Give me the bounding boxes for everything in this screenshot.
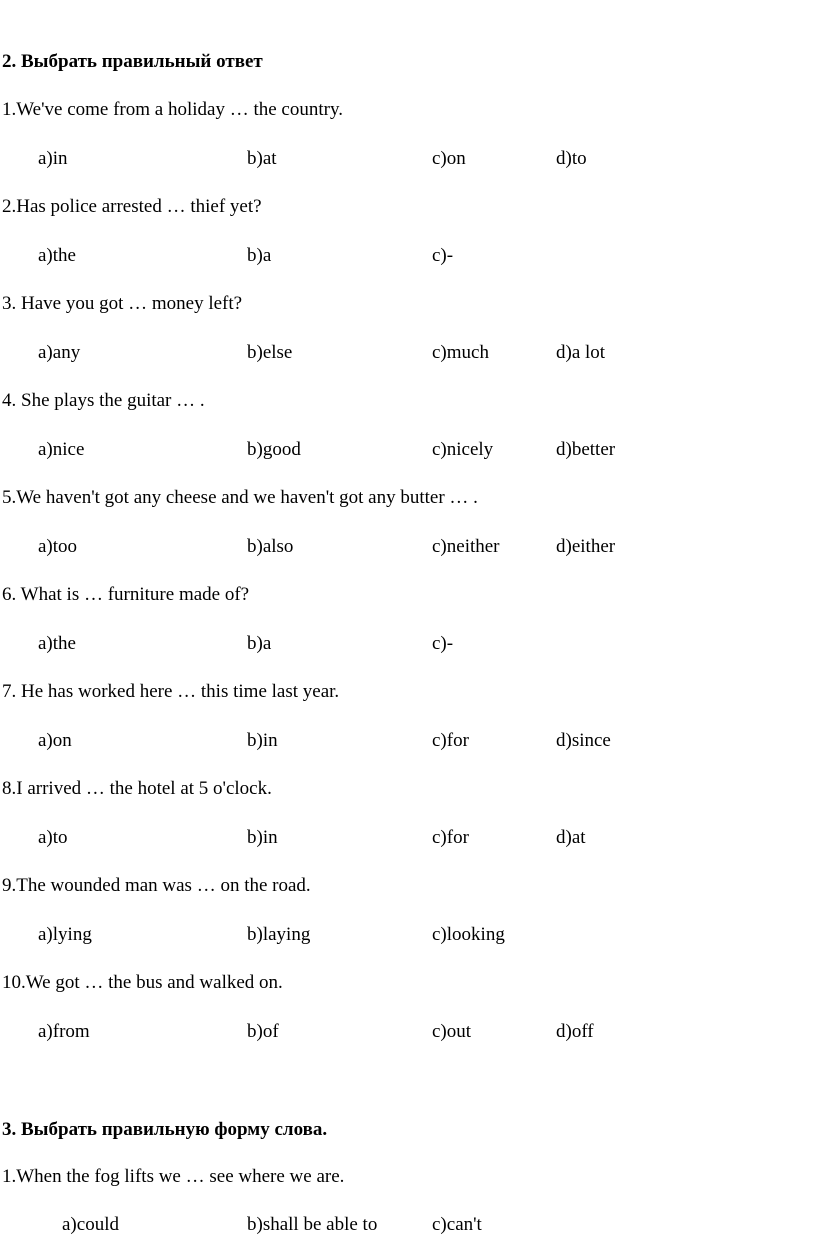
answer-options-4: [0, 439, 816, 463]
section-2-heading: 2. Выбрать правильный ответ: [2, 51, 263, 72]
option-b: b)else: [247, 342, 293, 363]
option-c: c)neither: [432, 536, 500, 557]
option-a: a)lying: [38, 924, 92, 945]
question-3: 3. Have you got … money left?: [2, 293, 243, 314]
question-10: 10.We got … the bus and walked on.: [2, 972, 283, 993]
option-b: b)laying: [247, 924, 311, 945]
option-d: d)off: [556, 1021, 594, 1042]
option-a: a)from: [38, 1021, 90, 1042]
option-d: d)to: [556, 148, 587, 169]
option-a: a)the: [38, 633, 76, 654]
answer-options-7: [0, 730, 816, 754]
option-c: c)-: [432, 633, 454, 654]
option-a: a)could: [62, 1214, 119, 1235]
option-c: c)on: [432, 148, 466, 169]
option-b: b)a: [247, 245, 272, 266]
option-b: b)shall be able to: [247, 1214, 378, 1235]
option-c: c)looking: [432, 924, 505, 945]
answer-options-3: [0, 342, 816, 366]
option-b: b)good: [247, 439, 301, 460]
option-a: a)any: [38, 342, 81, 363]
answer-options-1: [0, 148, 816, 172]
option-c: c)nicely: [432, 439, 494, 460]
answer-options-6: [0, 633, 816, 657]
option-b: b)also: [247, 536, 294, 557]
question-4: 4. She plays the guitar … .: [2, 390, 205, 411]
option-a: a)the: [38, 245, 76, 266]
option-d: d)better: [556, 439, 616, 460]
option-c: c)can't: [432, 1214, 482, 1235]
option-a: a)nice: [38, 439, 85, 460]
question-6: 6. What is … furniture made of?: [2, 584, 250, 605]
question-5: 5.We haven't got any cheese and we haven't got any butter … .: [2, 487, 478, 508]
option-b: b)of: [247, 1021, 279, 1042]
option-d: d)a lot: [556, 342, 606, 363]
option-c: c)much: [432, 342, 489, 363]
answer-options-s3-1: [0, 1214, 816, 1238]
answer-options-5: [0, 536, 816, 560]
option-b: b)a: [247, 633, 272, 654]
option-c: c)for: [432, 730, 469, 751]
answer-options-2: [0, 245, 816, 269]
question-2: 2.Has police arrested … thief yet?: [2, 196, 262, 217]
option-a: a)too: [38, 536, 78, 557]
option-b: b)at: [247, 148, 277, 169]
option-a: a)to: [38, 827, 68, 848]
option-b: b)in: [247, 827, 278, 848]
section-3-heading: 3. Выбрать правильную форму слова.: [2, 1119, 328, 1140]
option-d: d)since: [556, 730, 611, 751]
option-a: a)in: [38, 148, 68, 169]
answer-options-9: [0, 924, 816, 948]
option-c: c)-: [432, 245, 454, 266]
option-c: c)for: [432, 827, 469, 848]
option-d: d)either: [556, 536, 616, 557]
option-b: b)in: [247, 730, 278, 751]
question-7: 7. He has worked here … this time last year.: [2, 681, 340, 702]
option-c: c)out: [432, 1021, 472, 1042]
option-d: d)at: [556, 827, 586, 848]
answer-options-8: [0, 827, 816, 851]
question-s3-1: 1.When the fog lifts we … see where we are.: [2, 1166, 345, 1187]
question-9: 9.The wounded man was … on the road.: [2, 875, 311, 896]
question-8: 8.I arrived … the hotel at 5 o'clock.: [2, 778, 272, 799]
answer-options-10: [0, 1021, 816, 1045]
option-a: a)on: [38, 730, 72, 751]
question-1: 1.We've come from a holiday … the country.: [2, 99, 343, 120]
